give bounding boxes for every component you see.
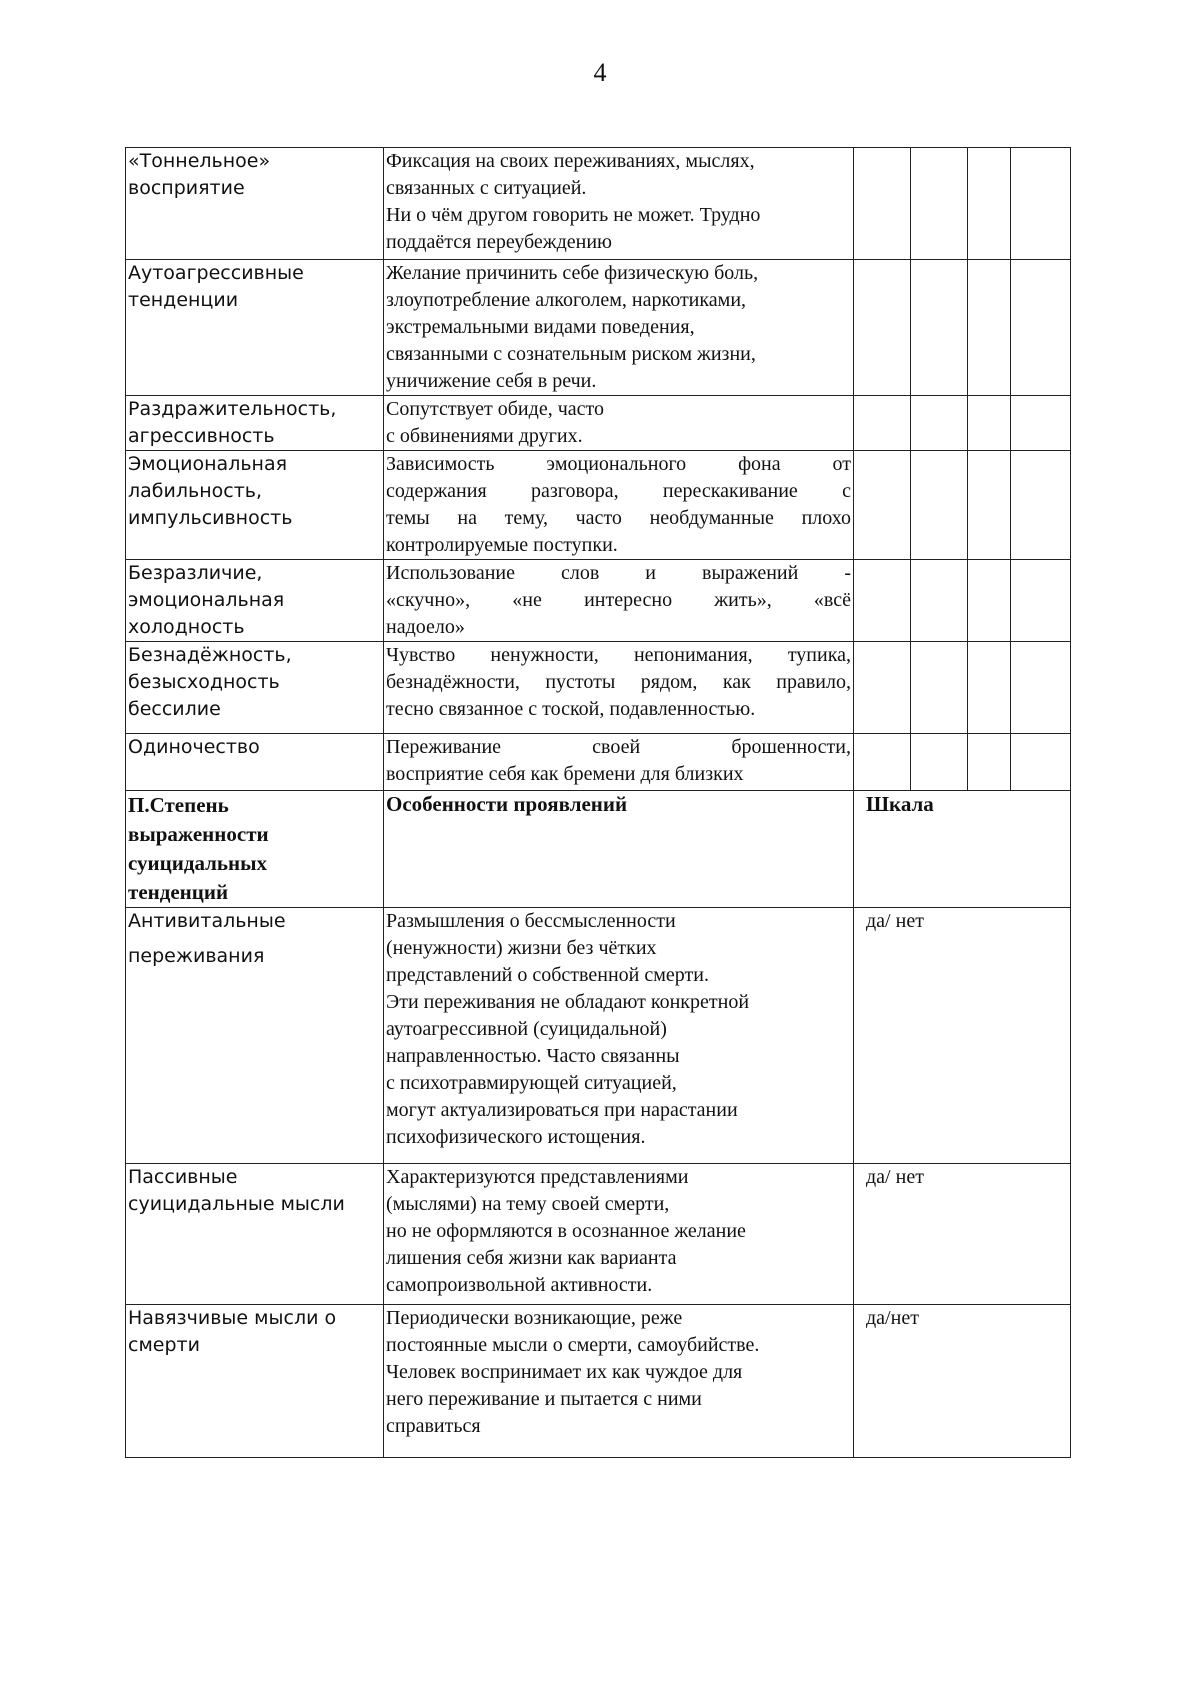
tendency-label-line: Навязчивые мысли о: [128, 1307, 337, 1329]
indicator-label-line: Безнадёжность,: [128, 644, 292, 666]
tendency-description-line: психофизического истощения.: [386, 1126, 646, 1148]
indicator-description-line: Переживание своей брошенности,: [386, 736, 851, 758]
indicator-description-line: Сопутствует обиде, часто: [386, 398, 604, 420]
indicator-description: [384, 396, 854, 451]
section-title-line: суицидальных: [128, 851, 268, 875]
rating-cell[interactable]: [1011, 148, 1071, 260]
rating-cell[interactable]: [911, 734, 968, 791]
rating-cell[interactable]: [854, 148, 911, 260]
tendency-label-line: Антивитальные: [128, 910, 286, 932]
indicator-description-line: восприятие себя как бремени для близких: [386, 763, 744, 785]
indicator-label-line: безысходность: [128, 671, 280, 693]
indicator-description-line: Зависимость эмоционального фона от: [386, 453, 851, 475]
tendency-label-line: переживания: [128, 945, 265, 967]
rating-cell[interactable]: [854, 734, 911, 791]
table-row: [126, 451, 1071, 560]
table-row: [126, 734, 1071, 791]
section-title-line: П.Степень: [128, 793, 229, 817]
tendency-description-line: постоянные мысли о смерти, самоубийстве.: [386, 1334, 760, 1356]
tendency-description: [384, 1305, 854, 1458]
indicator-label-line: бессилие: [128, 698, 221, 720]
assessment-table: [125, 147, 1071, 1458]
tendency-description-line: самопроизвольной активности.: [386, 1274, 653, 1296]
indicator-description-line: Фиксация на своих переживаниях, мыслях,: [386, 150, 755, 172]
tendency-description-line: справиться: [386, 1415, 481, 1437]
tendency-label-line: суицидальные мысли: [128, 1193, 345, 1215]
tendency-description-line: направленностью. Часто связанны: [386, 1045, 680, 1067]
rating-cell[interactable]: [1011, 396, 1071, 451]
indicator-label: [126, 642, 384, 734]
indicator-label-line: Одиночество: [128, 736, 260, 758]
tendency-label-line: [128, 935, 381, 943]
rating-cell[interactable]: [968, 734, 1011, 791]
indicator-label-line: Раздражительность,: [128, 398, 337, 420]
column-header-scale: Шкала: [854, 791, 1071, 908]
yes-no-scale[interactable]: да/ нет: [854, 1164, 1071, 1305]
indicator-description-line: темы на тему, часто необдуманные плохо: [386, 507, 851, 529]
rating-cell[interactable]: [911, 560, 968, 642]
indicator-description: [384, 560, 854, 642]
tendency-description-line: (ненужности) жизни без чётких: [386, 937, 657, 959]
table-row: [126, 148, 1071, 260]
indicator-description-line: экстремальными видами поведения,: [386, 316, 695, 338]
column-header-features: Особенности проявлений: [384, 791, 854, 908]
indicator-description-line: «скучно», «не интересно жить», «всё: [386, 589, 851, 611]
indicator-description-line: надоело»: [386, 616, 465, 638]
indicator-description-line: связанными с сознательным риском жизни,: [386, 343, 756, 365]
rating-cell[interactable]: [968, 396, 1011, 451]
indicator-description-line: связанных с ситуацией.: [386, 177, 587, 199]
tendency-description-line: Человек воспринимает их как чуждое для: [386, 1361, 743, 1383]
indicator-label-line: тенденции: [128, 289, 239, 311]
indicator-label-line: эмоциональная: [128, 589, 285, 611]
indicator-label-line: «Тоннельное»: [128, 150, 271, 172]
page-number: 4: [593, 58, 607, 87]
table-row: [126, 1305, 1071, 1458]
rating-cell[interactable]: [854, 260, 911, 396]
rating-cell[interactable]: [1011, 451, 1071, 560]
table-row: [126, 260, 1071, 396]
tendency-description: [384, 1164, 854, 1305]
indicator-description-line: тесно связанное с тоской, подавленностью.: [386, 698, 756, 720]
tendency-description-line: него переживание и пытается с ними: [386, 1388, 702, 1410]
tendency-label: [126, 1305, 384, 1458]
rating-cell[interactable]: [1011, 642, 1071, 734]
indicator-label: [126, 734, 384, 791]
indicator-label-line: Аутоагрессивные: [128, 262, 304, 284]
indicator-description-line: контролируемые поступки.: [386, 534, 618, 556]
yes-no-scale[interactable]: да/нет: [854, 1305, 1071, 1458]
tendency-description-line: Периодически возникающие, реже: [386, 1307, 683, 1329]
indicator-description-line: уничижение себя в речи.: [386, 370, 597, 392]
rating-cell[interactable]: [911, 148, 968, 260]
tendency-label-line: Пассивные: [128, 1166, 238, 1188]
section-title: [126, 791, 384, 908]
tendency-description-line: могут актуализироваться при нарастании: [386, 1099, 738, 1121]
indicator-label: [126, 260, 384, 396]
rating-cell[interactable]: [1011, 560, 1071, 642]
rating-cell[interactable]: [968, 451, 1011, 560]
rating-cell[interactable]: [911, 451, 968, 560]
yes-no-scale[interactable]: да/ нет: [854, 908, 1071, 1164]
indicator-label-line: Безразличие,: [128, 562, 263, 584]
indicator-label-line: импульсивность: [128, 507, 293, 529]
indicator-label-line: лабильность,: [128, 480, 262, 502]
table-row: [126, 642, 1071, 734]
section-title-line: тенденций: [128, 880, 229, 904]
indicator-description-line: безнадёжности, пустоты рядом, как правило,: [386, 671, 851, 693]
indicator-description: [384, 451, 854, 560]
rating-cell[interactable]: [854, 396, 911, 451]
tendency-description-line: аутоагрессивной (суицидальной): [386, 1018, 667, 1040]
rating-cell[interactable]: [854, 560, 911, 642]
rating-cell[interactable]: [968, 148, 1011, 260]
rating-cell[interactable]: [911, 260, 968, 396]
indicator-description-line: Чувство ненужности, непонимания, тупика,: [386, 644, 851, 666]
indicator-description-line: Ни о чём другом говорить не может. Трудно: [386, 204, 761, 226]
indicator-description-line: злоупотребление алкоголем, наркотиками,: [386, 289, 747, 311]
tendency-description-line: Характеризуются представлениями: [386, 1166, 689, 1188]
table-row: [126, 1164, 1071, 1305]
rating-cell[interactable]: [1011, 260, 1071, 396]
tendency-label: [126, 1164, 384, 1305]
indicator-description: [384, 734, 854, 791]
tendency-description-line: лишения себя жизни как варианта: [386, 1247, 677, 1269]
rating-cell[interactable]: [854, 451, 911, 560]
rating-cell[interactable]: [911, 396, 968, 451]
indicator-label-line: восприятие: [128, 177, 245, 199]
indicator-description-line: Использование слов и выражений -: [386, 562, 851, 584]
indicator-description-line: содержания разговора, перескакивание с: [386, 480, 851, 502]
tendency-label-line: смерти: [128, 1334, 200, 1356]
tendency-description-line: с психотравмирующей ситуацией,: [386, 1072, 677, 1094]
rating-cell[interactable]: [968, 260, 1011, 396]
indicator-description: [384, 148, 854, 260]
indicator-label-line: агрессивность: [128, 425, 275, 447]
indicator-label: [126, 451, 384, 560]
tendency-description-line: но не оформляются в осознанное желание: [386, 1220, 746, 1242]
table-row: [126, 908, 1071, 1164]
table-row: [126, 396, 1071, 451]
indicator-label: [126, 148, 384, 260]
tendency-description-line: Эти переживания не обладают конкретной: [386, 991, 750, 1013]
rating-cell[interactable]: [968, 642, 1011, 734]
indicator-label-line: холодность: [128, 616, 245, 638]
indicator-description: [384, 642, 854, 734]
tendency-description-line: представлений о собственной смерти.: [386, 964, 709, 986]
rating-cell[interactable]: [968, 560, 1011, 642]
indicator-label: [126, 560, 384, 642]
section-header-row: [126, 791, 1071, 908]
tendency-description: [384, 908, 854, 1164]
tendency-description-line: (мыслями) на тему своей смерти,: [386, 1193, 670, 1215]
indicator-description: [384, 260, 854, 396]
indicator-description-line: Желание причинить себе физическую боль,: [386, 262, 759, 284]
section-title-line: выраженности: [128, 822, 269, 846]
tendency-label: [126, 908, 384, 1164]
rating-cell[interactable]: [854, 642, 911, 734]
indicator-description-line: с обвинениями других.: [386, 425, 583, 447]
indicator-label: [126, 396, 384, 451]
rating-cell[interactable]: [911, 642, 968, 734]
table-row: [126, 560, 1071, 642]
indicator-label-line: Эмоциональная: [128, 453, 288, 475]
rating-cell[interactable]: [1011, 734, 1071, 791]
tendency-description-line: Размышления о бессмысленности: [386, 910, 676, 932]
indicator-description-line: поддаётся переубеждению: [386, 231, 612, 253]
